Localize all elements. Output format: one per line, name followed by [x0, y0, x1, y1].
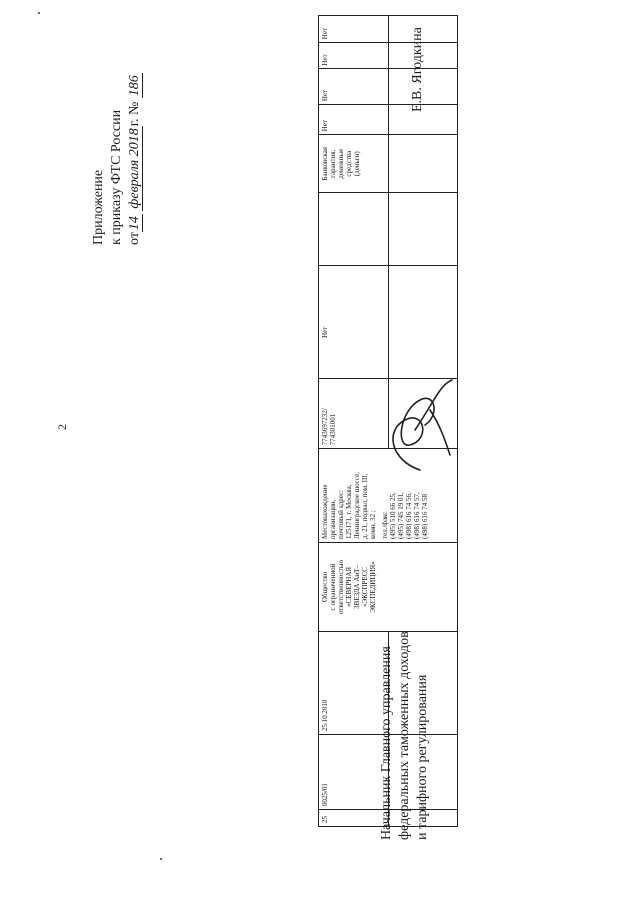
signatory-name: Е.В. Ягодкина [410, 27, 425, 112]
col-net-4 [319, 42, 457, 68]
signatory-position-line2: федеральных таможенных доходов [397, 631, 412, 840]
approval-date-month-year: февраля 2018 [127, 128, 142, 209]
cell-net-5: Нет [319, 16, 389, 42]
approval-number-prefix: г. № [127, 101, 142, 127]
col-organization [319, 542, 457, 631]
phone-1: (495) 510 66 25, [389, 492, 397, 539]
phones-label: тел./факс [381, 511, 389, 539]
cell-inn-kpp: 7743697232/ 774301001 [319, 379, 389, 448]
approval-date-prefix: от [127, 232, 142, 245]
cell-net-1: Нет [319, 266, 389, 377]
cell-index: 25 [319, 810, 389, 826]
signatory-position [378, 631, 432, 840]
col-extra [319, 192, 457, 265]
cell-organization: Общество с ограниченной ответственностью «СЕВЕРНАЯ ЗВЕЗДА АиТ– «ЭКСПРЕСС ЭКСПЕДИЦИЯ» [321, 559, 377, 615]
approval-date-line [126, 73, 144, 245]
phone-3: (498) 616 74 56, [405, 492, 413, 539]
cell-net-4: Нет [319, 43, 389, 68]
signature-image [380, 370, 460, 480]
col-guarantee [319, 134, 457, 192]
approval-title: Приложение [91, 169, 106, 245]
col-net-3 [319, 69, 457, 105]
scan-speck [38, 12, 40, 14]
cell-date: 25.10.2010 [319, 632, 389, 734]
cell-net-2: Нет [319, 105, 389, 134]
col-net-1 [319, 265, 457, 377]
page-number: 2 [55, 424, 69, 430]
approval-date-day: 14 [127, 216, 142, 231]
approval-block [90, 73, 144, 245]
cell-code: 0025/01 [319, 735, 389, 809]
signatory-position-line3: и тарифного регулирования [415, 674, 430, 840]
phone-4: (498) 616 74 57, [413, 492, 421, 539]
approval-order-ref: к приказу ФТС России [109, 109, 124, 245]
cell-extra [319, 193, 389, 265]
col-net-2 [319, 104, 457, 134]
signatory-position-line1: Начальник Главного управления [379, 646, 394, 840]
scan-speck [160, 858, 162, 860]
col-net-5 [319, 16, 457, 42]
cell-net-3: Нет [319, 70, 389, 105]
phone-5: (498) 616 74 58 [421, 494, 429, 539]
cell-address: Местонахождение организации, почтовый адрес: 125171, г. Москва, Ленинградское шоссе, д. 21, подвал, пом. III, комн. 32 ; тел./факс (495) 510 66 25, (495) 745 19 01, (498) 616 74 56, (498) 616 74 57, (498) 616 74 58 [319, 449, 457, 542]
cell-guarantee: Банковская гарантия, денежные средства (деньги) [319, 135, 389, 192]
approval-order-number: 186 [127, 75, 142, 97]
phone-2: (495) 745 19 01, [397, 492, 405, 539]
